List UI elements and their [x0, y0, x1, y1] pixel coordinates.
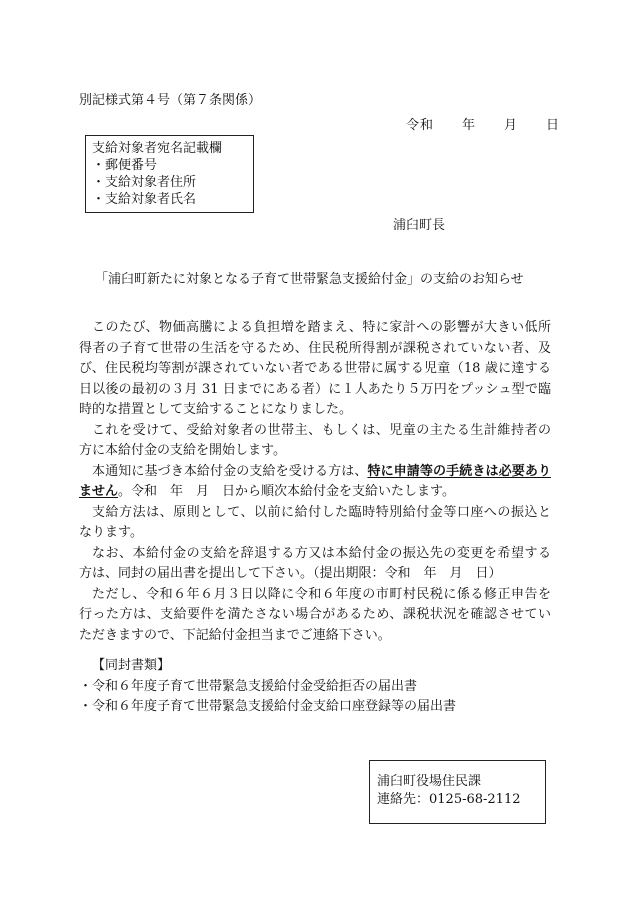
recipient-box-title: 支給対象者宛名記載欄 [92, 141, 223, 156]
body-text-run: 。令和 年 月 日から順次本給付金を支給いたします。 [118, 484, 455, 499]
contact-department: 浦臼町役場住民課 [377, 774, 482, 789]
body-line: 時的な措置として支給することになりました。 [79, 402, 353, 417]
body-line: なお、本給付金の支給を辞退する方又は本給付金の振込先の変更を希望する [92, 545, 551, 561]
recipient-address-box [85, 135, 254, 213]
body-line: 行った方は、支給要件を満たさない場合があるため、課税状況を確認させてい [79, 607, 551, 622]
contact-box [369, 760, 546, 824]
enclosure-item: ・令和６年度子育て世帯緊急支援給付金受給拒否の届出書 [79, 679, 418, 694]
body-text [79, 318, 551, 646]
postal-code-label: ・郵便番号 [92, 158, 158, 173]
body-line: 支給方法は、原則として、以前に給付した臨時特別給付金等口座への振込と [92, 504, 551, 520]
recipient-name-label: ・支給対象者氏名 [92, 192, 197, 207]
body-line: 方に本給付金の支給を開始します。 [79, 443, 286, 458]
form-number: 別記様式第４号（第７条関係） [79, 93, 262, 108]
body-line: 得者の子育て世帯の生活を守るため、住民税所得割が課税されていない者、及 [79, 340, 551, 356]
body-line-emphasis [79, 482, 551, 503]
enclosures-heading: 【同封書類】 [92, 658, 171, 673]
no-application-notice-cont: ません [79, 484, 119, 499]
no-application-notice: 特に申請等の手続きは必要あり [367, 463, 551, 479]
enclosures-list [79, 677, 456, 717]
body-line: ただし、令和６年６月３日以降に令和６年度の市町村民税に係る修正申告を [92, 586, 551, 602]
body-line: このたび、物価高騰による負担増を踏まえ、特に家計への影響が大きい低所 [92, 320, 551, 335]
body-line: 日以後の最初の３月 31 日までにある者）に１人あたり５万円をプッシュ型で臨 [79, 381, 551, 397]
enclosure-item: ・令和６年度子育て世帯緊急支援給付金支給口座登録等の届出書 [79, 699, 457, 714]
sender-name: 浦臼町長 [393, 218, 446, 233]
body-line: なります。 [79, 525, 143, 540]
recipient-address-label: ・支給対象者住所 [92, 175, 197, 190]
body-line: ただきますので、下記給付金担当までご連絡下さい。 [79, 627, 391, 643]
date-line: 令和 年 月 日 [406, 118, 561, 133]
document-title: 「浦臼町新たに対象となる子育て世帯緊急支援給付金」の支給のお知らせ [95, 272, 524, 287]
contact-phone: 連絡先：0125-68-2112 [377, 792, 521, 807]
body-line: び、住民税均等割が課されていない者である世帯に属する児童（18 歳に達する [79, 361, 551, 376]
body-line: 方は、同封の届出書を提出して下さい。（提出期限：令和 年 月 日） [79, 566, 502, 581]
body-line-emphasis [79, 462, 551, 483]
body-text-run: 本通知に基づき本給付金の支給を受ける方は、 [92, 463, 368, 479]
body-line: これを受けて、受給対象者の世帯主、もしくは、児童の主たる生計維持者の [92, 422, 551, 438]
